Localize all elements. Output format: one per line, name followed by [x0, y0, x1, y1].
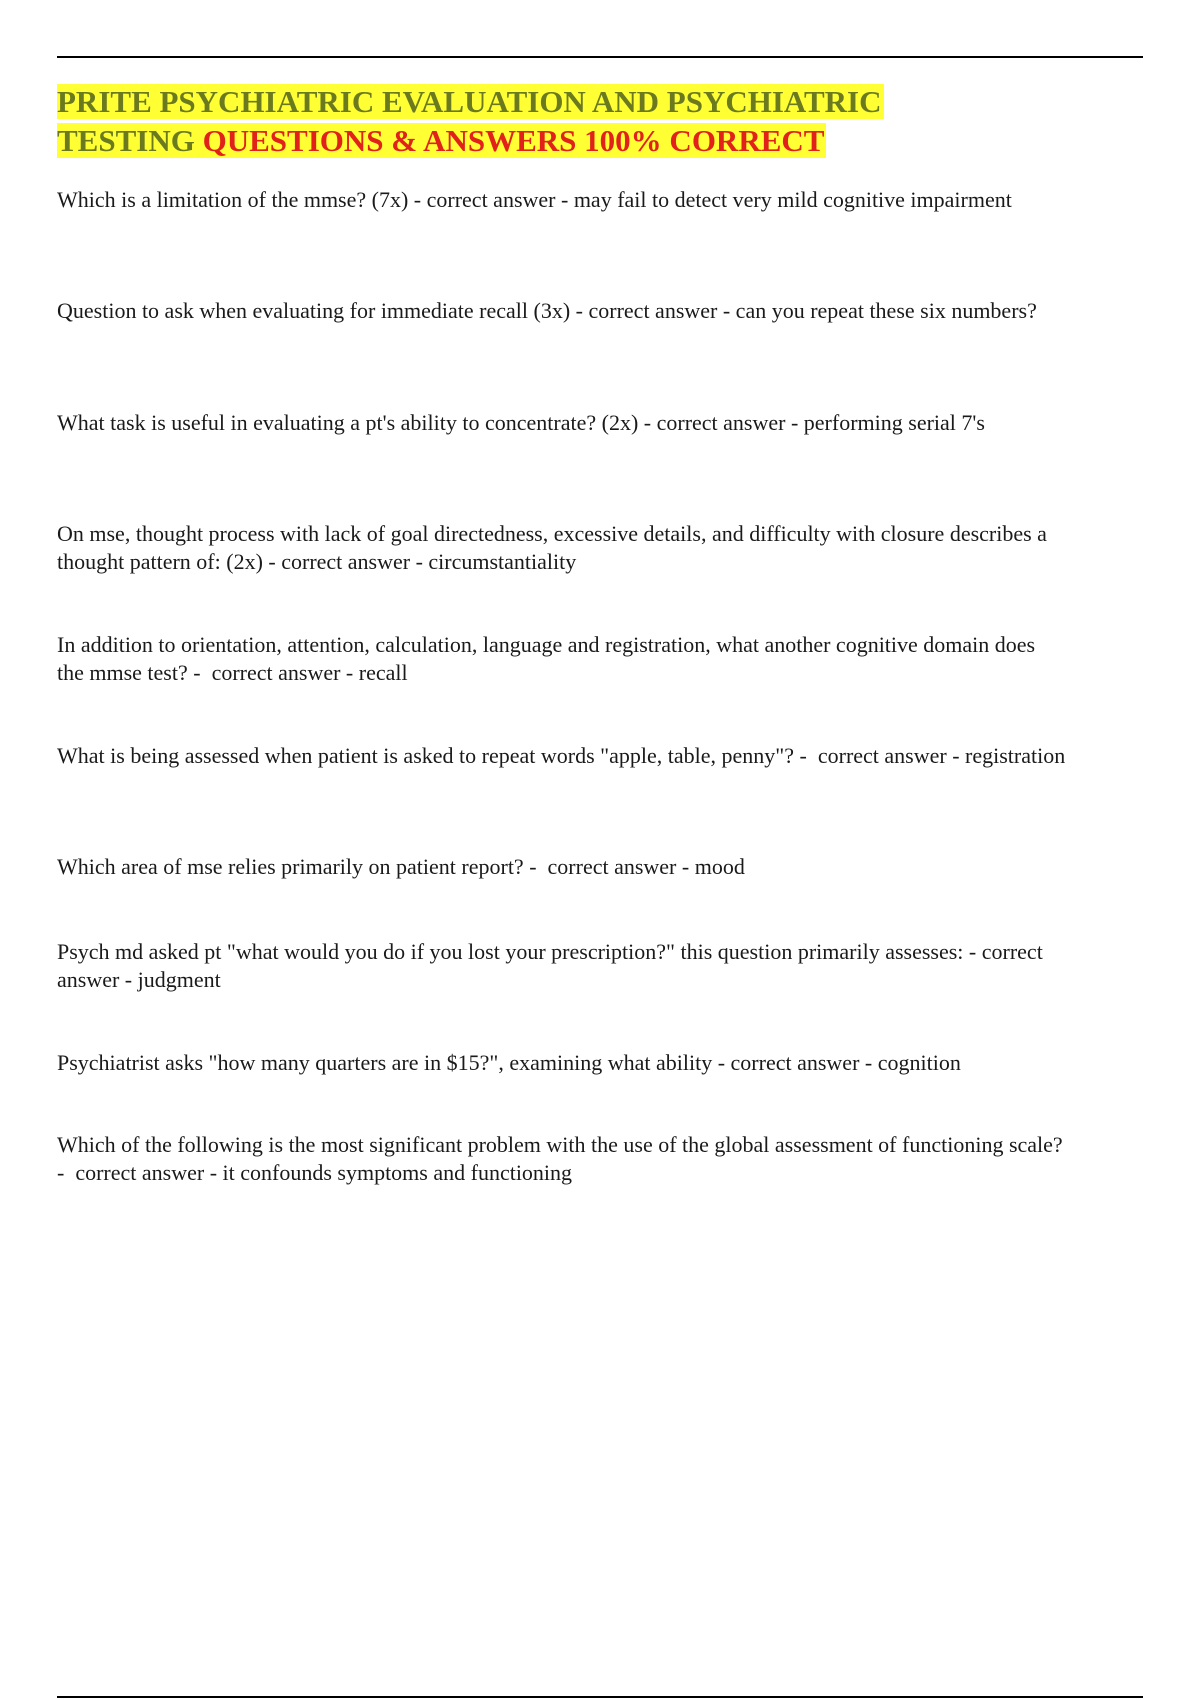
qa-item-6: What is being assessed when patient is asked to repeat words "apple, table, penny"? - correct answer - registration [57, 743, 1066, 768]
qa-item-8: Psych md asked pt "what would you do if you lost your prescription?" this question primarily assesses: - correct answer - judgment [57, 939, 1049, 992]
title-line-2-lead: TESTING [57, 123, 203, 158]
qa-item-7: Which area of mse relies primarily on patient report? - correct answer - mood [57, 854, 745, 879]
qa-item-9: Psychiatrist asks "how many quarters are in $15?", examining what ability - correct answer - cognition [57, 1050, 961, 1075]
title-highlight [57, 84, 884, 158]
footer-divider [57, 1696, 1143, 1698]
header-divider [57, 56, 1143, 58]
qa-item-10: Which of the following is the most significant problem with the use of the global assessment of functioning scale? - correct answer - it confounds symptoms and functioning [57, 1132, 1069, 1185]
qa-item-5: In addition to orientation, attention, calculation, language and registration, what another cognitive domain does the mmse test? - correct answer - recall [57, 632, 1041, 685]
title-line-2-accent: QUESTIONS & ANSWERS 100% CORRECT [202, 123, 825, 158]
qa-item-4: On mse, thought process with lack of goal directedness, excessive details, and difficulty with closure describes a thought pattern of: (2x) - correct answer - circumstantiality [57, 521, 1053, 574]
qa-item-1: Which is a limitation of the mmse? (7x) - correct answer - may fail to detect very mild cognitive impairment [57, 187, 1012, 212]
document-title [57, 82, 1057, 160]
title-line-1: PRITE PSYCHIATRIC EVALUATION AND PSYCHIATRIC [57, 84, 882, 119]
qa-item-2: Question to ask when evaluating for immediate recall (3x) - correct answer - can you repeat these six numbers? [57, 298, 1037, 323]
qa-item-3: What task is useful in evaluating a pt's ability to concentrate? (2x) - correct answer - performing serial 7's [57, 410, 985, 435]
